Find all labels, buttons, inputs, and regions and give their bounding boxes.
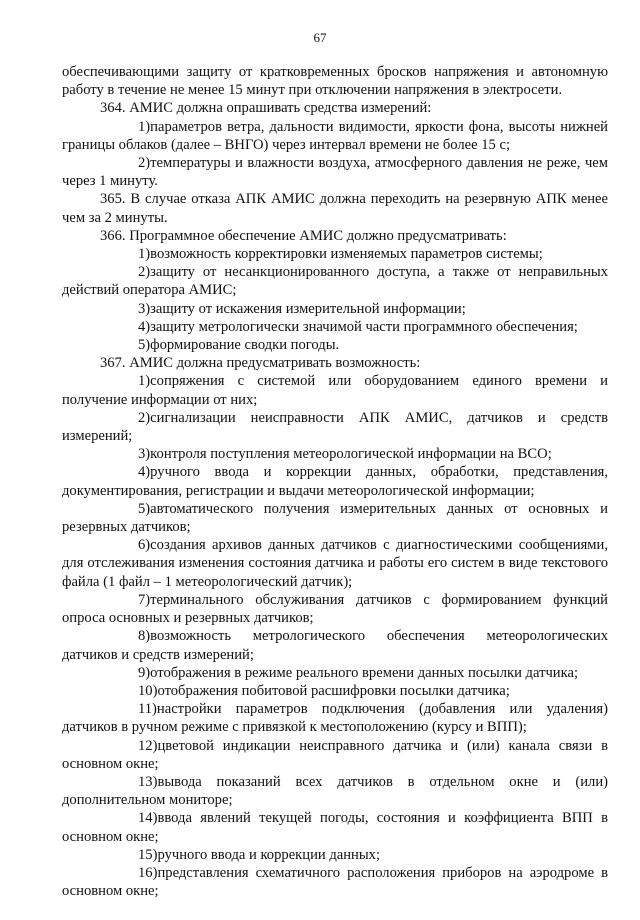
list-number: 15)	[138, 846, 158, 863]
paragraph-text: отображения побитовой расшифровки посылки датчика;	[157, 682, 510, 699]
paragraph-text: отображения в режиме реального времени данных посылки датчика;	[150, 664, 579, 681]
paragraph	[62, 118, 608, 154]
paragraph	[62, 773, 608, 809]
paragraph-text: температуры и влажности воздуха, атмосферного давления не реже, чем через 1 минуту.	[62, 155, 608, 190]
paragraph-text: обеспечивающими защиту от кратковременных бросков напряжения и автономную работу в течение не менее 15 минут при отключении напряжения в электросети.	[62, 64, 608, 99]
list-number: 13)	[138, 773, 158, 790]
paragraph-text: 364. АМИС должна опрашивать средства измерений:	[100, 100, 432, 117]
paragraph-text: защиту метрологически значимой части программного обеспечения;	[150, 318, 578, 335]
paragraph-text: ручного ввода и коррекции данных, обработки, представления, документирования, регистрации и выдачи метеорологической информации;	[62, 464, 608, 499]
list-number: 9)	[138, 664, 151, 681]
list-number: 5)	[138, 337, 151, 354]
paragraph-text: вывода показаний всех датчиков в отдельном окне и (или) дополнительном мониторе;	[62, 773, 608, 809]
paragraph-text: защиту от искажения измерительной информации;	[150, 300, 466, 317]
list-number: 7)	[138, 591, 151, 608]
document-body	[62, 63, 608, 900]
paragraph-text: создания архивов данных датчиков с диагностическими сообщениями, для отслеживания изменения состояния датчика и работы его систем в виде текстового файла (1 файл – 1 метеорологический датчик);	[62, 537, 608, 590]
paragraph	[62, 627, 608, 663]
paragraph	[62, 737, 608, 773]
paragraph	[62, 263, 608, 299]
paragraph-text: контроля поступления метеорологической информации на ВСО;	[150, 446, 552, 463]
list-number: 1)	[138, 246, 151, 263]
page-number: 67	[313, 30, 327, 45]
paragraph-text: настройки параметров подключения (добавления или удаления) датчиков в ручном режиме с привязкой к местоположению (курсу и ВПП);	[62, 701, 608, 736]
paragraph	[62, 846, 608, 864]
list-number: 14)	[138, 810, 158, 827]
paragraph	[62, 409, 608, 445]
list-number: 1)	[138, 118, 151, 135]
paragraph-text: ввода явлений текущей погоды, состояния и коэффициента ВПП в основном окне;	[62, 810, 608, 845]
paragraph	[62, 809, 608, 845]
paragraph	[62, 682, 608, 700]
paragraph-text: 365. В случае отказа АПК АМИС должна переходить на резервную АПК менее чем за 2 минуты.	[62, 191, 608, 226]
paragraph	[62, 190, 608, 226]
paragraph-text: 366. Программное обеспечение АМИС должно предусматривать:	[100, 227, 507, 244]
paragraph	[62, 99, 608, 117]
paragraph	[62, 445, 608, 463]
paragraph-text: терминального обслуживания датчиков с формированием функций опроса основных и резервных датчиков;	[62, 591, 608, 627]
paragraph	[62, 354, 608, 372]
list-number: 16)	[138, 864, 158, 881]
paragraph	[62, 500, 608, 536]
paragraph-text: сигнализации неисправности АПК АМИС, датчиков и средств измерений;	[62, 409, 608, 445]
paragraph-text: 367. АМИС должна предусматривать возможность:	[100, 355, 421, 372]
paragraph	[62, 591, 608, 627]
paragraph-text: формирование сводки погоды.	[150, 337, 340, 354]
paragraph-text: защиту от несанкционированного доступа, а также от неправильных действий оператора АМИС;	[62, 264, 608, 299]
paragraph	[62, 245, 608, 263]
list-number: 8)	[138, 628, 151, 645]
list-number: 6)	[138, 537, 151, 554]
paragraph	[62, 300, 608, 318]
list-number: 12)	[138, 737, 158, 754]
paragraph	[62, 227, 608, 245]
list-number: 3)	[138, 300, 151, 317]
list-number: 2)	[138, 264, 151, 281]
list-number: 2)	[138, 155, 151, 172]
paragraph-text: представления схематичного расположения приборов на аэродроме в основном окне;	[62, 864, 608, 900]
paragraph	[62, 864, 608, 900]
paragraph	[62, 664, 608, 682]
paragraph	[62, 463, 608, 499]
list-number: 10)	[138, 682, 158, 699]
paragraph-text: возможность корректировки изменяемых параметров системы;	[150, 246, 543, 263]
paragraph	[62, 154, 608, 190]
paragraph	[62, 700, 608, 736]
list-number: 11)	[138, 701, 157, 718]
list-number: 3)	[138, 446, 151, 463]
paragraph	[62, 318, 608, 336]
paragraph-text: сопряжения с системой или оборудованием единого времени и получение информации от них;	[62, 373, 608, 408]
paragraph-text: параметров ветра, дальности видимости, яркости фона, высоты нижней границы облаков (далее – ВНГО) через интервал времени не более 15 с;	[62, 118, 608, 153]
list-number: 4)	[138, 464, 151, 481]
paragraph	[62, 336, 608, 354]
paragraph-text: цветовой индикации неисправного датчика и (или) канала связи в основном окне;	[62, 737, 608, 772]
paragraph-text: автоматического получения измерительных данных от основных и резервных датчиков;	[62, 500, 608, 536]
paragraph	[62, 372, 608, 408]
list-number: 5)	[138, 500, 151, 517]
list-number: 4)	[138, 318, 151, 335]
list-number: 1)	[138, 373, 151, 390]
paragraph-text: ручного ввода и коррекции данных;	[157, 846, 381, 863]
paragraph	[62, 536, 608, 591]
paragraph	[62, 63, 608, 99]
paragraph-text: возможность метрологического обеспечения метеорологических датчиков и средств измерений;	[62, 628, 608, 663]
list-number: 2)	[138, 409, 151, 426]
